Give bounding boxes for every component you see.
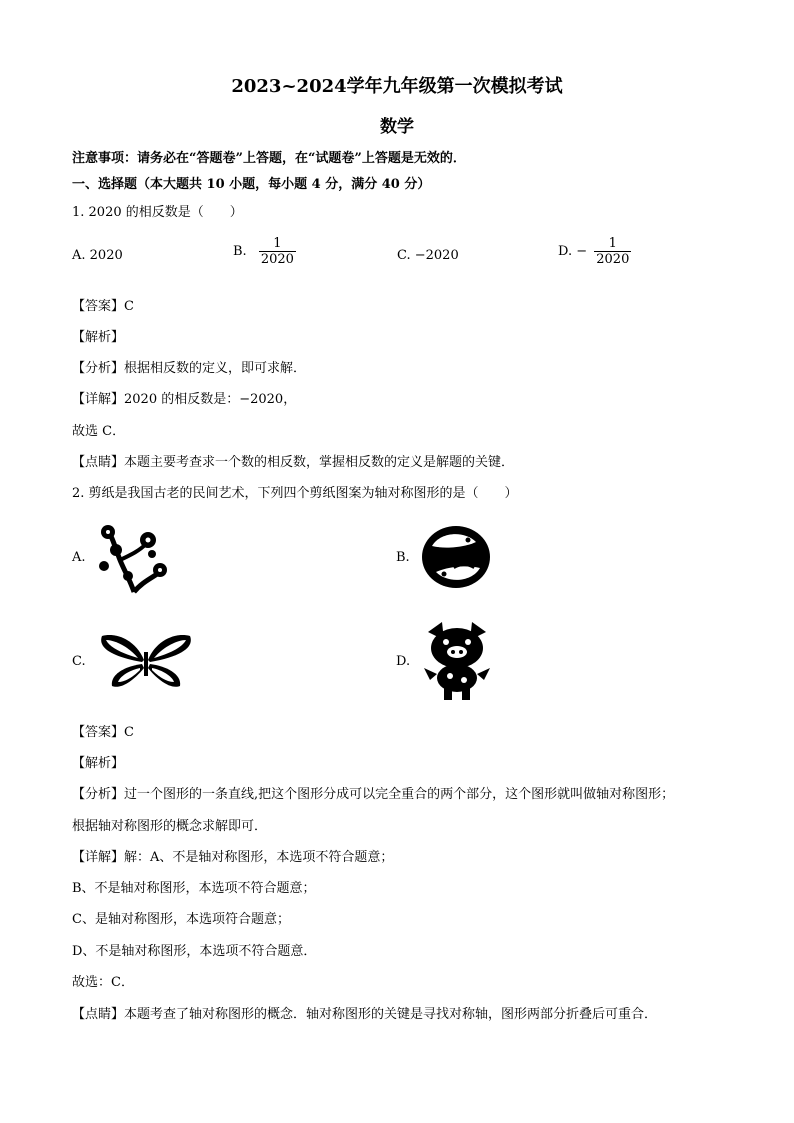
q2-xiangjie-line1: 【详解】解：A、不是轴对称图形，本选项不符合题意； bbox=[72, 850, 394, 865]
q1-option-d-fraction bbox=[594, 236, 631, 267]
q1-answer: 【答案】C bbox=[72, 299, 134, 314]
butterfly-papercut-image bbox=[96, 630, 196, 692]
q1-option-d-numerator: 1 bbox=[608, 236, 617, 251]
q1-option-b-letter: B. bbox=[233, 244, 247, 259]
q1-fenxi: 【分析】根据相反数的定义，即可求解． bbox=[72, 361, 307, 376]
q1-option-b-denominator: 2020 bbox=[260, 252, 294, 267]
section-heading: 一、选择题（本大题共 10 小题，每小题 4 分，满分 40 分） bbox=[72, 177, 431, 192]
q2-jiexi: 【解析】 bbox=[72, 756, 125, 771]
q2-xiangjie-line3: C、是轴对称图形，本选项符合题意； bbox=[72, 912, 290, 927]
q2-answer: 【答案】C bbox=[72, 725, 134, 740]
q2-label-d: D. bbox=[396, 654, 411, 669]
q2-dianjing: 【点睛】本题考查了轴对称图形的概念．轴对称图形的关键是寻找对称轴，图形两部分折叠后可重合． bbox=[72, 1007, 658, 1022]
q1-xiangjie: 【详解】2020 的相反数是：−2020， bbox=[72, 392, 297, 407]
q1-option-b bbox=[233, 236, 296, 267]
plum-blossom-papercut-image bbox=[94, 520, 174, 596]
q2-label-b: B. bbox=[396, 550, 410, 565]
q2-guxuan: 故选：C． bbox=[72, 975, 134, 990]
exam-title: 2023~2024学年九年级第一次模拟考试 bbox=[231, 76, 563, 97]
q2-label-a: A. bbox=[72, 550, 86, 565]
q2-stem: 2. 剪纸是我国古老的民间艺术，下列四个剪纸图案为轴对称图形的是（ ） bbox=[72, 486, 518, 501]
notice-text: 注意事项：请务必在“答题卷”上答题，在“试题卷”上答题是无效的． bbox=[72, 151, 466, 166]
q1-option-d-denominator: 2020 bbox=[596, 252, 630, 267]
q2-label-c: C. bbox=[72, 654, 86, 669]
q2-xiangjie-line4: D、不是轴对称图形，本选项不符合题意． bbox=[72, 944, 317, 959]
q1-guxuan: 故选 C． bbox=[72, 424, 126, 439]
q1-option-b-fraction bbox=[259, 236, 296, 267]
q2-fenxi-line2: 根据轴对称图形的概念求解即可． bbox=[72, 819, 268, 834]
q1-option-a: A. 2020 bbox=[72, 248, 123, 263]
q2-fenxi-line1: 【分析】过一个图形的一条直线,把这个图形分成可以完全重合的两个部分，这个图形就叫做轴对称图形； bbox=[72, 787, 675, 802]
q1-option-d-letter: D. − bbox=[558, 244, 588, 259]
q2-xiangjie-line2: B、不是轴对称图形，本选项不符合题意； bbox=[72, 881, 316, 896]
q1-option-c: C. −2020 bbox=[397, 248, 459, 263]
twin-fish-papercut-image bbox=[418, 524, 494, 590]
subject-title: 数学 bbox=[380, 117, 414, 137]
q1-dianjing: 【点睛】本题主要考查求一个数的相反数，掌握相反数的定义是解题的关键． bbox=[72, 455, 515, 470]
q1-jiexi: 【解析】 bbox=[72, 330, 125, 345]
q1-option-d bbox=[558, 236, 631, 267]
q1-stem: 1. 2020 的相反数是（ ） bbox=[72, 205, 243, 220]
q1-option-b-numerator: 1 bbox=[273, 236, 282, 251]
pig-papercut-image bbox=[420, 618, 494, 702]
